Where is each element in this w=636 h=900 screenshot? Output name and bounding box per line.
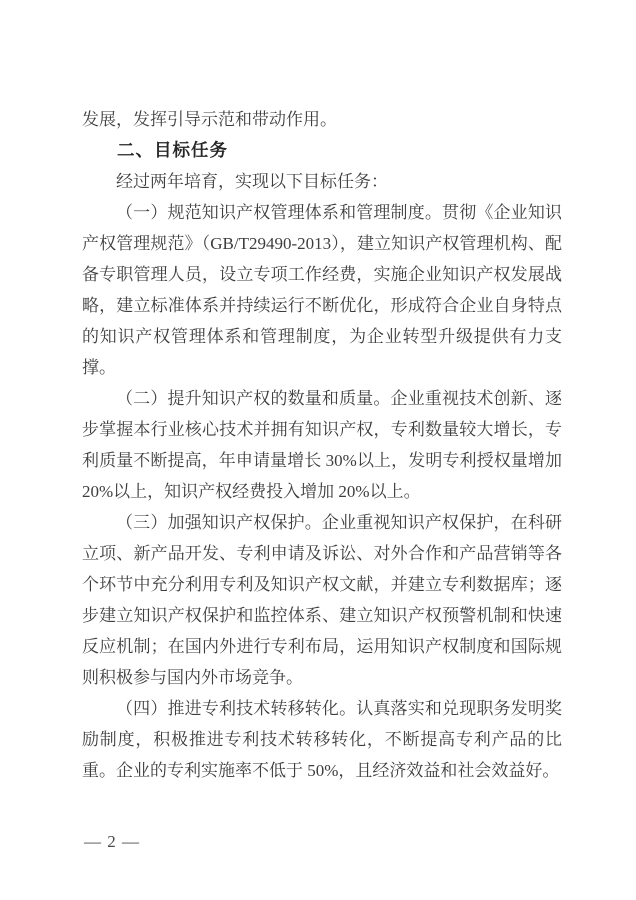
page-footer xyxy=(84,832,140,852)
paragraph-task-3: （三）加强知识产权保护。企业重视知识产权保护，在科研立项、新产品开发、专利申请及诉讼、对外合作和产品营销等各个环节中充分利用专利及知识产权文献，并建立专利数据库；逐步建立知识产权保护和监控体系、建立知识产权预警机制和快速反应机制；在国内外进行专利布局，运用知识产权制度和国际规则积极参与国内外市场竞争。 xyxy=(82,513,562,687)
paragraph-task-4: （四）推进专利技术转移转化。认真落实和兑现职务发明奖励制度，积极推进专利技术转移转化，不断提高专利产品的比重。企业的专利实施率不低于 50%，且经济效益和社会效益好。 xyxy=(82,699,562,780)
page-number: — 2 — xyxy=(84,832,140,851)
paragraph-intro: 经过两年培育，实现以下目标任务： xyxy=(116,172,388,191)
paragraph-task-1: （一）规范知识产权管理体系和管理制度。贯彻《企业知识产权管理规范》（GB/T29490-2013），建立知识产权管理机构、配备专职管理人员，设立专项工作经费，实施企业知识产权发展战略，建立标准体系并持续运行不断优化，形成符合企业自身特点的知识产权管理体系和管理制度，为企业转型升级提供有力支撑。 xyxy=(82,203,562,377)
document-body xyxy=(82,104,562,786)
paragraph-continuation: 发展，发挥引导示范和带动作用。 xyxy=(82,110,337,129)
section-heading: 二、目标任务 xyxy=(117,140,228,160)
paragraph-task-2: （二）提升知识产权的数量和质量。企业重视技术创新、逐步掌握本行业核心技术并拥有知识产权，专利数量较大增长，专利质量不断提高，年申请量增长 30%以上，发明专利授权量增加 20%以上，知识产权经费投入增加 20%以上。 xyxy=(82,389,562,501)
